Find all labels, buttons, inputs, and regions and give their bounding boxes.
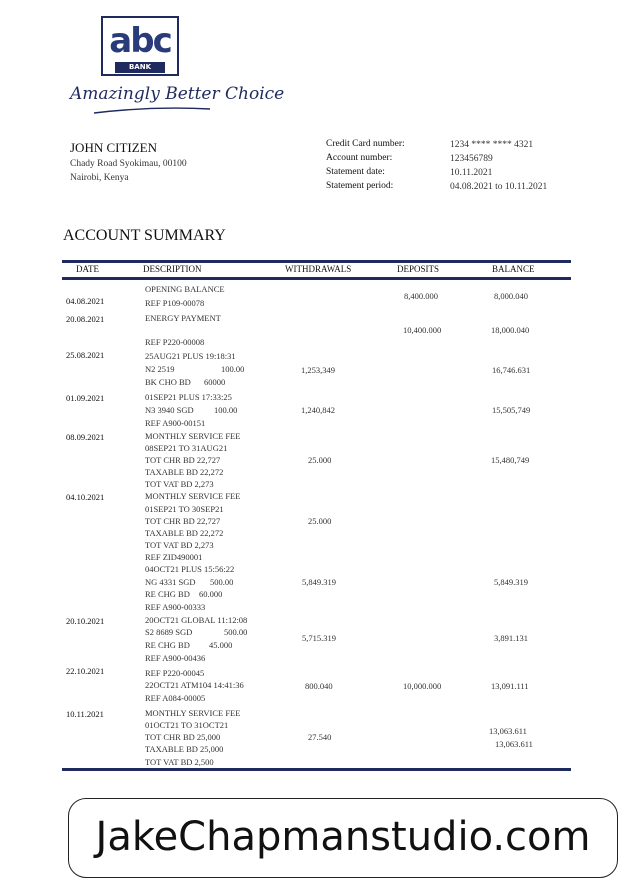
row-description-line: REF ZID490001 [145,552,203,562]
row-date: 10.11.2021 [66,709,104,719]
watermark-box [68,798,618,878]
row-description-line: REF A084-00005 [145,693,206,703]
row-description-line: MONTHLY SERVICE FEE [145,708,241,718]
row-description-amount: 500.00 [210,577,234,587]
logo-letters: abc [109,21,171,61]
row-description-line: 08SEP21 TO 31AUG21 [145,443,228,453]
row-withdrawal: 5,715.319 [302,633,336,643]
row-description-line: 01OCT21 TO 31OCT21 [145,720,229,730]
row-description-amount: 60000 [204,377,226,387]
row-description-line: TOT CHR BD 25,000 [145,732,221,742]
row-description-line: 20OCT21 GLOBAL 11:12:08 [145,615,248,625]
row-description-line: RE CHG BD [145,640,190,650]
row-balance: 5,849.319 [494,577,528,587]
row-date: 25.08.2021 [66,350,105,360]
header-description: DESCRIPTION [143,264,202,274]
row-description-line: MONTHLY SERVICE FEE [145,491,241,501]
row-date: 20.08.2021 [66,314,105,324]
row-withdrawal: 25.000 [308,455,332,465]
customer-name: JOHN CITIZEN [70,140,158,155]
row-description-line: ENERGY PAYMENT [145,313,221,323]
row-balance: 3,891.131 [494,633,528,643]
row-description-line: TOT VAT BD 2,500 [145,757,214,767]
row-description-line: REF P220-00008 [145,337,205,347]
row-balance: 15,505,749 [492,405,531,415]
row-balance: 13,091.111 [491,681,529,691]
row-description-line: REF A900-00333 [145,602,206,612]
header-date: DATE [76,264,99,274]
row-description-amount: 500.00 [224,627,248,637]
row-description-line: REF P109-00078 [145,298,205,308]
row-description-line: REF A900-00436 [145,653,206,663]
row-description-line: 01SEP21 PLUS 17:33:25 [145,392,232,402]
row-withdrawal: 1,240,842 [301,405,335,415]
bank-tagline: Amazingly Better Choice [70,84,285,104]
row-description-line: TOT VAT BD 2,273 [145,479,214,489]
row-balance: 15,480,749 [491,455,530,465]
row-withdrawal: 25.000 [308,516,332,526]
row-date: 04.08.2021 [66,296,105,306]
row-description-line: TOT CHR BD 22,727 [145,455,221,465]
row-description-line: MONTHLY SERVICE FEE [145,431,241,441]
row-balance: 8,000.040 [494,291,528,301]
row-description-line: 25AUG21 PLUS 19:18:31 [145,351,236,361]
row-withdrawal: 800.040 [305,681,333,691]
bank-logo [101,16,179,76]
row-description-line: BK CHO BD [145,377,191,387]
header-deposits: DEPOSITS [397,264,440,274]
row-deposit: 8,400.000 [404,291,438,301]
row-description-line: N2 2519 [145,364,175,374]
statement-period-value: 04.08.2021 to 10.11.2021 [450,182,548,192]
account-number-label: Account number: [326,153,393,163]
row-description-line: 01SEP21 TO 30SEP21 [145,504,224,514]
header-balance: BALANCE [492,264,535,274]
account-number-value: 123456789 [450,154,493,164]
row-description-line: RE CHG BD [145,589,190,599]
account-summary-title: ACCOUNT SUMMARY [63,227,226,244]
row-description-line: OPENING BALANCE [145,284,225,294]
customer-address-line1: Chady Road Syokimau, 00100 [70,159,187,169]
row-withdrawal: 1,253,349 [301,365,335,375]
row-date: 04.10.2021 [66,492,105,502]
row-description-amount: 100.00 [221,364,245,374]
row-description-line: TAXABLE BD 22,272 [145,528,224,538]
table-header-rule [62,277,571,280]
row-balance: 18,000.040 [491,325,530,335]
header-withdrawals: WITHDRAWALS [285,264,352,274]
row-description-line: TAXABLE BD 25,000 [145,744,224,754]
row-description-line: TAXABLE BD 22,272 [145,467,224,477]
row-date: 22.10.2021 [66,666,105,676]
row-balance: 13,063.611 [495,739,533,749]
statement-date-label: Statement date: [326,167,385,177]
row-balance: 13,063.611 [489,726,527,736]
row-withdrawal: 5,849.319 [302,577,336,587]
row-date: 01.09.2021 [66,393,105,403]
row-description-line: TOT VAT BD 2,273 [145,540,214,550]
row-withdrawal: 27.540 [308,732,332,742]
tagline-swoosh [92,104,212,116]
customer-address-line2: Nairobi, Kenya [70,173,129,183]
row-description-line: 04OCT21 PLUS 15:56:22 [145,564,235,574]
row-description-line: 22OCT21 ATM104 14:41:36 [145,680,244,690]
credit-card-label: Credit Card number: [326,139,405,149]
logo-bank-label: BANK [115,62,165,73]
row-deposit: 10,000.000 [403,681,442,691]
row-description-amount: 45.000 [209,640,233,650]
table-top-rule [62,260,571,263]
row-description-amount: 60.000 [199,589,223,599]
row-date: 08.09.2021 [66,432,105,442]
row-description-line: REF A900-00151 [145,418,206,428]
table-bottom-rule [62,768,571,771]
statement-period-label: Statement period: [326,181,394,191]
row-description-amount: 100.00 [214,405,238,415]
row-description-line: TOT CHR BD 22,727 [145,516,221,526]
row-balance: 16,746.631 [492,365,531,375]
row-description-line: S2 8689 SGD [145,627,193,637]
row-deposit: 10,400.000 [403,325,442,335]
row-description-line: NG 4331 SGD [145,577,196,587]
row-description-line: REF P220-00045 [145,668,205,678]
row-date: 20.10.2021 [66,616,105,626]
row-description-line: N3 3940 SGD [145,405,194,415]
credit-card-value: 1234 **** **** 4321 [450,140,534,150]
statement-date-value: 10.11.2021 [450,168,493,178]
watermark-text: JakeChapmanstudio.com [95,814,591,860]
